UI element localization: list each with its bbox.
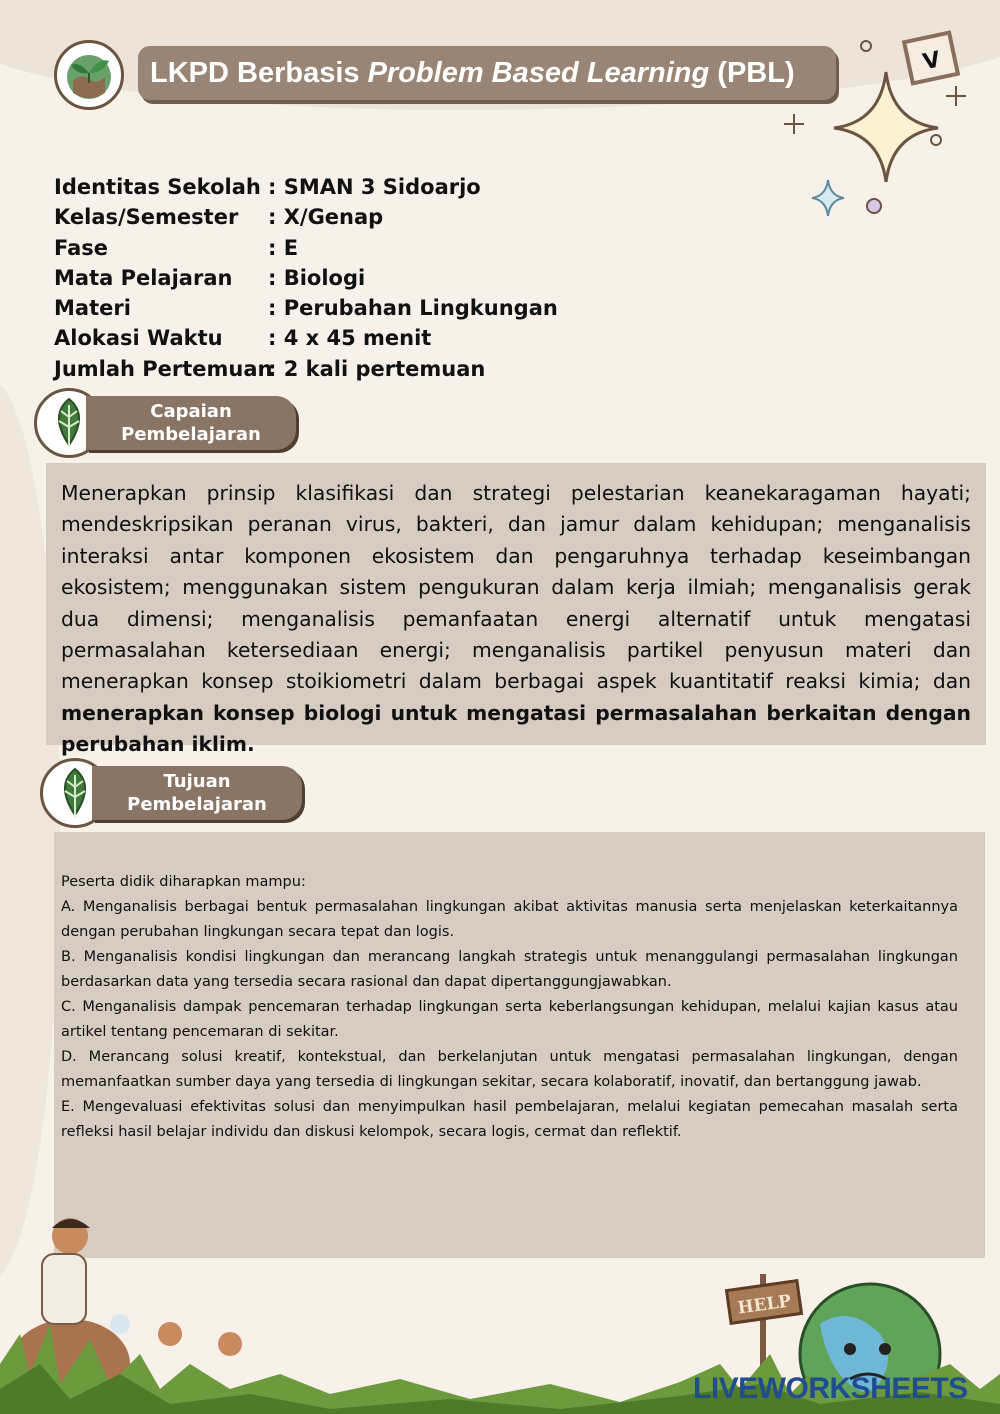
identity-label: Kelas/Semester: [54, 205, 239, 230]
identity-row: [54, 172, 558, 202]
tujuan-intro: Peserta didik diharapkan mampu:: [61, 874, 306, 890]
identity-value: : 2 kali pertemuan: [268, 356, 486, 381]
identity-row: [54, 323, 558, 353]
identity-value: : Perubahan Lingkungan: [268, 296, 558, 321]
capaian-body-bold: menerapkan konsep biologi untuk mengatasi permasalahan berkaitan dengan perubahan iklim.: [61, 700, 971, 757]
page-title-banner: [138, 46, 836, 100]
tujuan-item: C. Menganalisis dampak pencemaran terhadap lingkungan serta keberlangsungan kehidupan, melalui kajian kasus atau artikel tentang pencemaran di sekitar.: [61, 999, 958, 1040]
identity-label: Jumlah Pertemuan: [54, 356, 273, 381]
tujuan-item: D. Merancang solusi kreatif, kontekstual, dan berkelanjutan untuk mengatasi permasalahan lingkungan, dengan memanfaatkan sumber daya yang tersedia di lingkungan sekitar, secara kolaboratif, inovatif, dan bertanggung jawab.: [61, 1049, 958, 1090]
identity-row: [54, 354, 558, 384]
sparkle-decoration-icon: [770, 30, 1000, 230]
identity-label: Materi: [54, 296, 131, 321]
tujuan-item: E. Mengevaluasi efektivitas solusi dan menyimpulkan hasil pembelajaran, melalui kegiatan pemecahan masalah serta refleksi hasil belajar individu dan diskusi kelompok, secara logis, cermat dan reflektif.: [61, 1099, 958, 1140]
capaian-body: Menerapkan prinsip klasifikasi dan strategi pelestarian keanekaragaman hayati; mendeskripsikan peranan virus, bakteri, dan jamur dalam kehidupan; menganalisis interaksi antar komponen ekosistem dan pengaruhnya terhadap keseimbangan ekosistem; menggunakan sistem pengukuran dalam kerja ilmiah; menganalisis gerak dua dimensi; menganalisis pemanfaatan energi alternatif untuk mengatasi permasalahan ketersediaan energi; menganalisis partikel penyusun materi dan menerapkan konsep stoikiometri dalam berbagai aspek kuantitatif reaksi kimia; dan: [61, 481, 971, 694]
identity-row: [54, 202, 558, 232]
identity-value: : 4 x 45 menit: [268, 326, 432, 351]
tujuan-box: [54, 832, 985, 1258]
title-italic: Problem Based Learning: [367, 57, 710, 89]
identity-value: : E: [268, 235, 299, 260]
help-sign: HELP: [725, 1279, 803, 1325]
tujuan-text: [54, 832, 985, 1145]
tujuan-heading-line1: Tujuan: [163, 771, 231, 792]
tujuan-heading-pill: [92, 766, 302, 820]
tujuan-item: B. Menganalisis kondisi lingkungan dan merancang langkah strategis untuk menanggulangi permasalahan lingkungan berdasarkan data yang tersedia secara rasional dan dapat dipertanggungjawabkan.: [61, 949, 958, 990]
level-badge: V: [902, 30, 960, 85]
earth-plant-logo-icon: [54, 40, 124, 110]
tujuan-heading: [40, 758, 310, 828]
tujuan-item: A. Menganalisis berbagai bentuk permasalahan lingkungan akibat aktivitas manusia serta menjelaskan keterkaitannya dengan perubahan lingkungan secara tepat dan logis.: [61, 899, 958, 940]
identity-table: [54, 172, 558, 384]
identity-label: Alokasi Waktu: [54, 326, 223, 351]
capaian-heading: [34, 388, 304, 458]
identity-row: [54, 233, 558, 263]
liveworksheets-watermark: LIVEWORKSHEETS: [693, 1372, 968, 1405]
identity-label: Fase: [54, 235, 109, 260]
capaian-text: [46, 463, 986, 761]
identity-label: Identitas Sekolah: [54, 175, 261, 199]
identity-value: : Biologi: [268, 265, 366, 290]
identity-value: : SMAN 3 Sidoarjo: [268, 175, 481, 199]
capaian-heading-line1: Capaian: [150, 401, 232, 422]
identity-value: : X/Genap: [268, 205, 384, 230]
identity-row: [54, 293, 558, 323]
title-prefix: LKPD Berbasis: [150, 57, 368, 89]
capaian-box: [46, 463, 986, 757]
title-suffix: (PBL): [709, 57, 795, 89]
identity-row: [54, 263, 558, 293]
tujuan-heading-line2: Pembelajaran: [127, 794, 267, 815]
identity-label: Mata Pelajaran: [54, 265, 233, 290]
capaian-heading-pill: [86, 396, 296, 450]
capaian-heading-line2: Pembelajaran: [121, 424, 261, 445]
